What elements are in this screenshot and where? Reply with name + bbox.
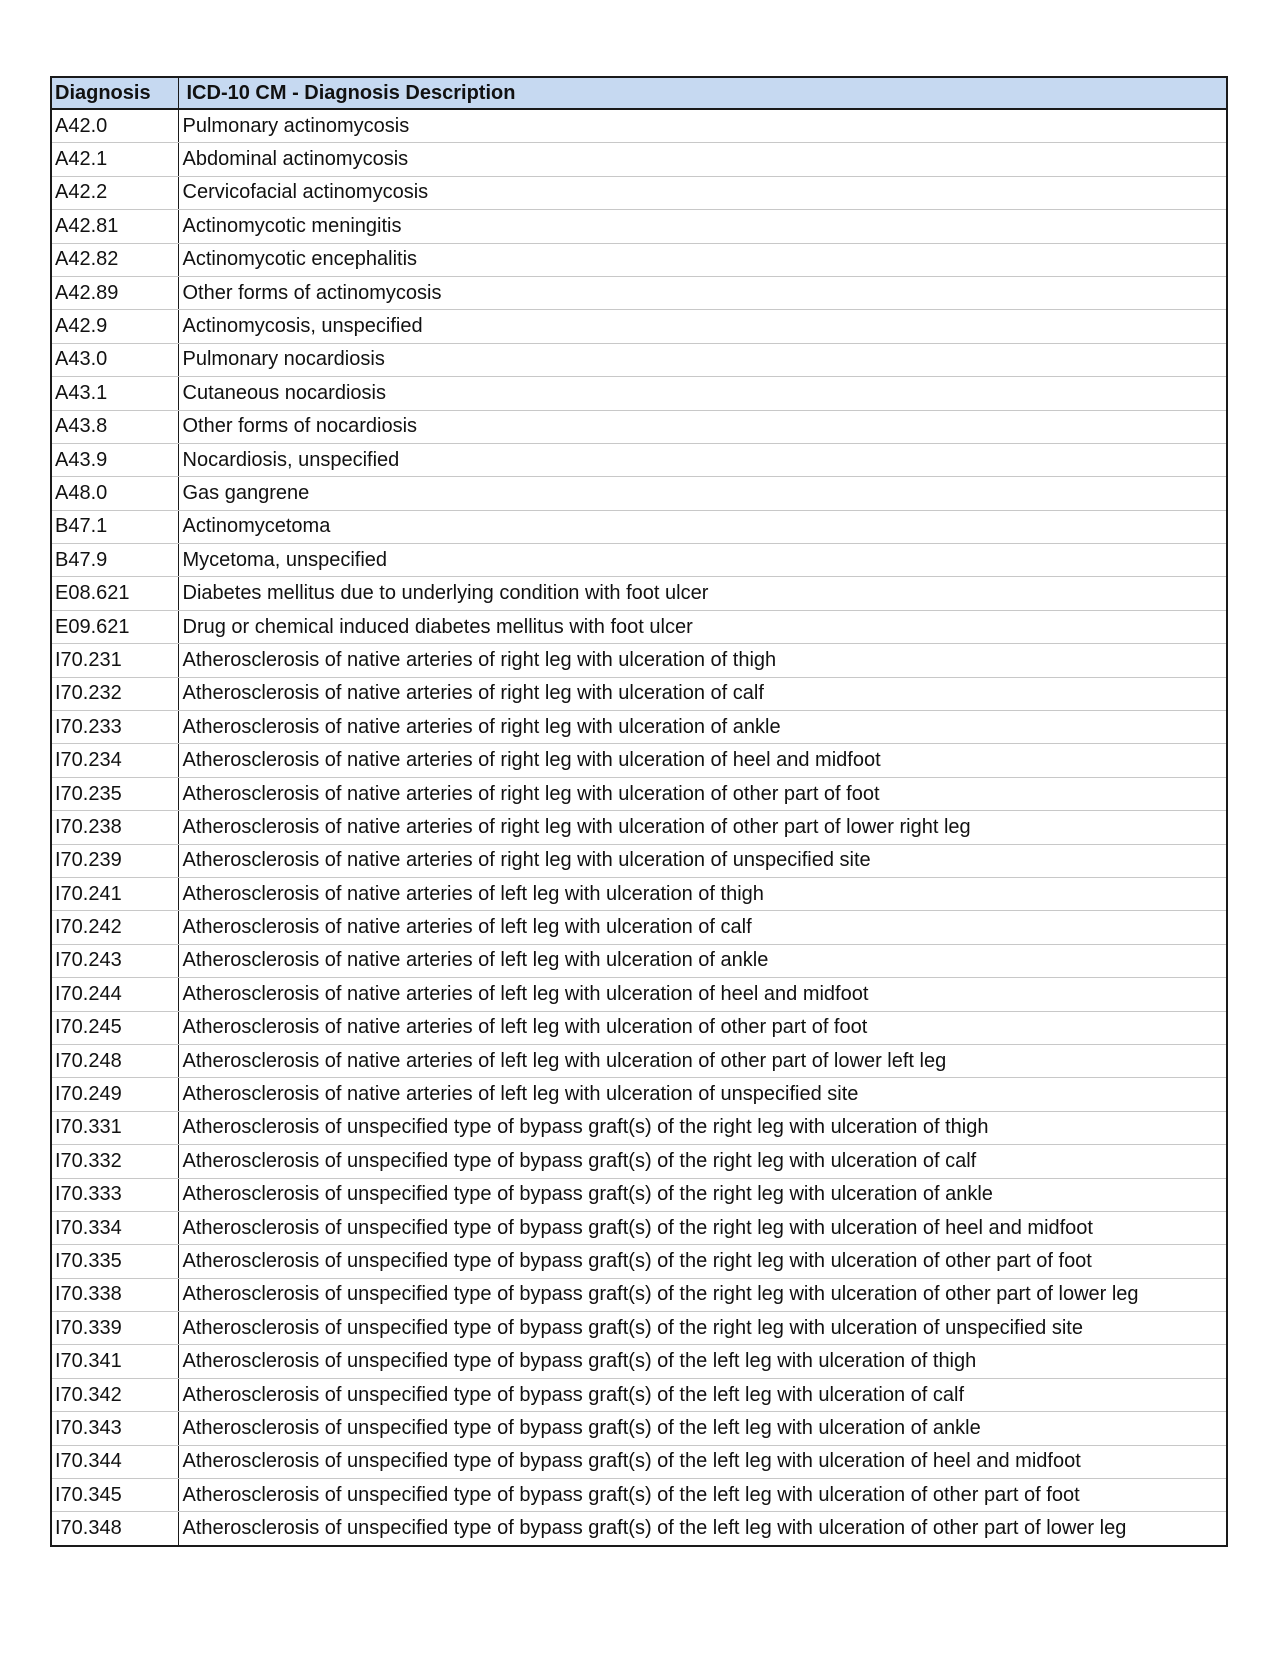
diagnosis-description-cell: Other forms of actinomycosis: [178, 276, 1227, 309]
diagnosis-description-cell: Atherosclerosis of native arteries of left leg with ulceration of calf: [178, 911, 1227, 944]
diagnosis-description-cell: Atherosclerosis of native arteries of left leg with ulceration of heel and midfoot: [178, 978, 1227, 1011]
table-body: [51, 109, 1227, 1546]
diagnosis-description-cell: Atherosclerosis of native arteries of left leg with ulceration of other part of foot: [178, 1011, 1227, 1044]
diagnosis-code-cell: I70.339: [51, 1312, 178, 1345]
diagnosis-description-cell: Atherosclerosis of unspecified type of bypass graft(s) of the right leg with ulceration of heel and midfoot: [178, 1211, 1227, 1244]
table-row: [51, 510, 1227, 543]
diagnosis-description-cell: Atherosclerosis of native arteries of right leg with ulceration of other part of lower right leg: [178, 811, 1227, 844]
diagnosis-description-cell: Actinomycotic meningitis: [178, 210, 1227, 243]
table-row: [51, 1178, 1227, 1211]
diagnosis-code-cell: A42.1: [51, 143, 178, 176]
table-row: [51, 677, 1227, 710]
table-row: [51, 978, 1227, 1011]
diagnosis-code-cell: E08.621: [51, 577, 178, 610]
diagnosis-description-cell: Cutaneous nocardiosis: [178, 377, 1227, 410]
table-row: [51, 243, 1227, 276]
diagnosis-description-cell: Pulmonary actinomycosis: [178, 109, 1227, 143]
table-row: [51, 1312, 1227, 1345]
description-column-header: ICD-10 CM - Diagnosis Description: [178, 77, 1227, 109]
diagnosis-code-cell: I70.331: [51, 1111, 178, 1144]
table-row: [51, 210, 1227, 243]
diagnosis-code-cell: I70.238: [51, 811, 178, 844]
table-row: [51, 711, 1227, 744]
diagnosis-code-cell: A42.9: [51, 310, 178, 343]
table-row: [51, 377, 1227, 410]
diagnosis-description-cell: Drug or chemical induced diabetes mellitus with foot ulcer: [178, 610, 1227, 643]
table-row: [51, 811, 1227, 844]
diagnosis-code-cell: I70.249: [51, 1078, 178, 1111]
diagnosis-code-cell: I70.248: [51, 1044, 178, 1077]
table-row: [51, 1211, 1227, 1244]
table-row: [51, 1145, 1227, 1178]
diagnosis-code-cell: A42.89: [51, 276, 178, 309]
diagnosis-description-cell: Atherosclerosis of native arteries of right leg with ulceration of unspecified site: [178, 844, 1227, 877]
diagnosis-description-cell: Other forms of nocardiosis: [178, 410, 1227, 443]
diagnosis-code-cell: I70.234: [51, 744, 178, 777]
diagnosis-code-cell: A42.81: [51, 210, 178, 243]
diagnosis-code-cell: A42.0: [51, 109, 178, 143]
diagnosis-description-cell: Atherosclerosis of unspecified type of bypass graft(s) of the left leg with ulceration of calf: [178, 1378, 1227, 1411]
diagnosis-description-cell: Atherosclerosis of unspecified type of bypass graft(s) of the right leg with ulceration of other part of lower leg: [178, 1278, 1227, 1311]
diagnosis-description-cell: Atherosclerosis of native arteries of right leg with ulceration of heel and midfoot: [178, 744, 1227, 777]
diagnosis-description-cell: Cervicofacial actinomycosis: [178, 176, 1227, 209]
diagnosis-description-cell: Atherosclerosis of native arteries of left leg with ulceration of ankle: [178, 944, 1227, 977]
diagnosis-code-cell: I70.233: [51, 711, 178, 744]
diagnosis-code-cell: B47.9: [51, 544, 178, 577]
table-row: [51, 1412, 1227, 1445]
diagnosis-description-cell: Atherosclerosis of unspecified type of bypass graft(s) of the left leg with ulceration of ankle: [178, 1412, 1227, 1445]
diagnosis-description-cell: Atherosclerosis of unspecified type of bypass graft(s) of the right leg with ulceration of unspecified site: [178, 1312, 1227, 1345]
table-row: [51, 410, 1227, 443]
diagnosis-code-cell: I70.244: [51, 978, 178, 1011]
diagnosis-code-cell: A43.0: [51, 343, 178, 376]
table-row: [51, 1245, 1227, 1278]
diagnosis-description-cell: Atherosclerosis of native arteries of right leg with ulceration of thigh: [178, 644, 1227, 677]
diagnosis-description-cell: Nocardiosis, unspecified: [178, 443, 1227, 476]
diagnosis-column-header: Diagnosis: [51, 77, 178, 109]
diagnosis-code-cell: I70.241: [51, 877, 178, 910]
diagnosis-description-cell: Atherosclerosis of unspecified type of bypass graft(s) of the right leg with ulceration of calf: [178, 1145, 1227, 1178]
diagnosis-description-cell: Atherosclerosis of native arteries of right leg with ulceration of ankle: [178, 711, 1227, 744]
diagnosis-code-cell: I70.342: [51, 1378, 178, 1411]
table-row: [51, 143, 1227, 176]
diagnosis-code-cell: A43.1: [51, 377, 178, 410]
diagnosis-code-cell: E09.621: [51, 610, 178, 643]
table-row: [51, 544, 1227, 577]
table-header-row: [51, 77, 1227, 109]
diagnosis-code-cell: A43.8: [51, 410, 178, 443]
diagnosis-code-cell: I70.333: [51, 1178, 178, 1211]
diagnosis-code-cell: A48.0: [51, 477, 178, 510]
table-row: [51, 276, 1227, 309]
diagnosis-description-cell: Actinomycosis, unspecified: [178, 310, 1227, 343]
diagnosis-code-cell: I70.341: [51, 1345, 178, 1378]
diagnosis-code-cell: I70.335: [51, 1245, 178, 1278]
diagnosis-description-cell: Atherosclerosis of native arteries of right leg with ulceration of calf: [178, 677, 1227, 710]
diagnosis-description-cell: Atherosclerosis of unspecified type of bypass graft(s) of the right leg with ulceration of ankle: [178, 1178, 1227, 1211]
table-row: [51, 644, 1227, 677]
diagnosis-code-cell: I70.242: [51, 911, 178, 944]
table-row: [51, 1111, 1227, 1144]
diagnosis-description-cell: Gas gangrene: [178, 477, 1227, 510]
diagnosis-code-cell: I70.348: [51, 1512, 178, 1546]
diagnosis-code-cell: A42.2: [51, 176, 178, 209]
diagnosis-table: [50, 76, 1228, 1547]
table-row: [51, 1078, 1227, 1111]
table-row: [51, 1445, 1227, 1478]
table-row: [51, 1512, 1227, 1546]
table-row: [51, 777, 1227, 810]
diagnosis-description-cell: Atherosclerosis of unspecified type of bypass graft(s) of the left leg with ulceration of thigh: [178, 1345, 1227, 1378]
diagnosis-description-cell: Pulmonary nocardiosis: [178, 343, 1227, 376]
diagnosis-code-cell: A42.82: [51, 243, 178, 276]
table-row: [51, 310, 1227, 343]
diagnosis-sheet: [50, 76, 1226, 1547]
table-row: [51, 911, 1227, 944]
diagnosis-code-cell: I70.243: [51, 944, 178, 977]
diagnosis-code-cell: I70.344: [51, 1445, 178, 1478]
diagnosis-code-cell: I70.235: [51, 777, 178, 810]
table-row: [51, 944, 1227, 977]
diagnosis-code-cell: I70.245: [51, 1011, 178, 1044]
diagnosis-description-cell: Atherosclerosis of native arteries of left leg with ulceration of unspecified site: [178, 1078, 1227, 1111]
diagnosis-description-cell: Atherosclerosis of native arteries of left leg with ulceration of thigh: [178, 877, 1227, 910]
diagnosis-description-cell: Atherosclerosis of unspecified type of bypass graft(s) of the right leg with ulceration of thigh: [178, 1111, 1227, 1144]
diagnosis-description-cell: Abdominal actinomycosis: [178, 143, 1227, 176]
diagnosis-code-cell: A43.9: [51, 443, 178, 476]
table-row: [51, 343, 1227, 376]
table-row: [51, 577, 1227, 610]
table-row: [51, 877, 1227, 910]
diagnosis-code-cell: I70.239: [51, 844, 178, 877]
diagnosis-code-cell: I70.232: [51, 677, 178, 710]
table-row: [51, 443, 1227, 476]
diagnosis-code-cell: I70.343: [51, 1412, 178, 1445]
diagnosis-description-cell: Mycetoma, unspecified: [178, 544, 1227, 577]
table-row: [51, 1044, 1227, 1077]
table-row: [51, 1011, 1227, 1044]
diagnosis-description-cell: Atherosclerosis of unspecified type of bypass graft(s) of the right leg with ulceration of other part of foot: [178, 1245, 1227, 1278]
diagnosis-description-cell: Actinomycotic encephalitis: [178, 243, 1227, 276]
diagnosis-code-cell: I70.338: [51, 1278, 178, 1311]
table-row: [51, 844, 1227, 877]
diagnosis-code-cell: I70.334: [51, 1211, 178, 1244]
diagnosis-description-cell: Atherosclerosis of unspecified type of bypass graft(s) of the left leg with ulceration of heel and midfoot: [178, 1445, 1227, 1478]
table-row: [51, 1345, 1227, 1378]
diagnosis-code-cell: I70.231: [51, 644, 178, 677]
table-row: [51, 610, 1227, 643]
diagnosis-description-cell: Atherosclerosis of unspecified type of bypass graft(s) of the left leg with ulceration of other part of foot: [178, 1479, 1227, 1512]
table-row: [51, 1378, 1227, 1411]
diagnosis-code-cell: I70.345: [51, 1479, 178, 1512]
table-row: [51, 477, 1227, 510]
diagnosis-code-cell: B47.1: [51, 510, 178, 543]
table-row: [51, 176, 1227, 209]
table-row: [51, 1479, 1227, 1512]
table-row: [51, 744, 1227, 777]
table-row: [51, 109, 1227, 143]
diagnosis-code-cell: I70.332: [51, 1145, 178, 1178]
diagnosis-description-cell: Diabetes mellitus due to underlying condition with foot ulcer: [178, 577, 1227, 610]
diagnosis-description-cell: Atherosclerosis of unspecified type of bypass graft(s) of the left leg with ulceration of other part of lower leg: [182, 1517, 1127, 1540]
diagnosis-description-cell: Atherosclerosis of native arteries of right leg with ulceration of other part of foot: [178, 777, 1227, 810]
diagnosis-description-cell: Atherosclerosis of native arteries of left leg with ulceration of other part of lower left leg: [178, 1044, 1227, 1077]
table-row: [51, 1278, 1227, 1311]
diagnosis-description-cell: Actinomycetoma: [178, 510, 1227, 543]
